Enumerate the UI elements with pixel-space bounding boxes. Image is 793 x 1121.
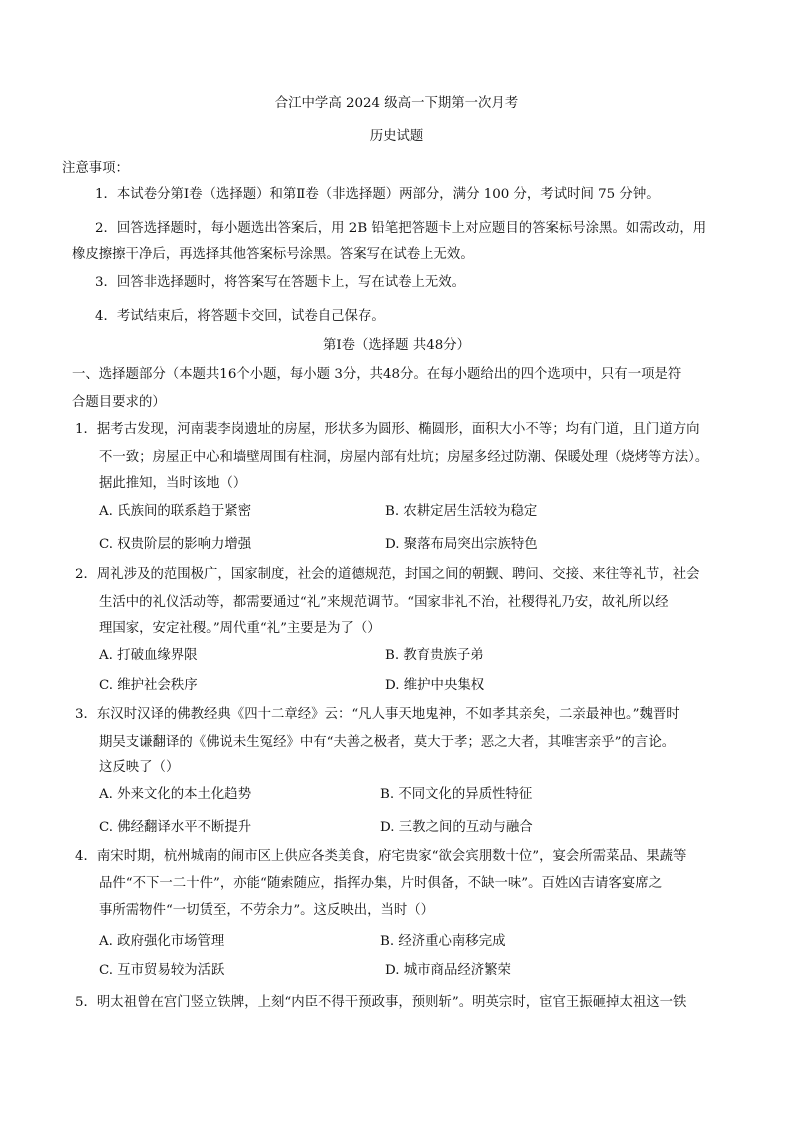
question-2-option-b: B. 教育贵族子弟: [385, 648, 484, 663]
question-1-option-a: A. 氏族间的联系趋于紧密: [99, 504, 252, 519]
question-1-stem-line: 不一致；房屋正中心和墙壁周围有柱洞，房屋内部有灶坑；房屋多经过防潮、保暖处理（烧烤等方法）。: [99, 450, 709, 465]
question-3-option-c: C. 佛经翻译水平不断提升: [99, 820, 252, 835]
note-item-continued: 橡皮擦擦干净后，再选择其他答案标号涂黑。答案写在试卷上无效。: [72, 247, 474, 262]
question-4-stem: 4．南宋时期，杭州城南的闹市区上供应各类美食，府宅贵家“欲会宾朋数十位”，宴会所需菜品、果蔬等: [75, 849, 687, 864]
notes-heading: 注意事项：: [62, 161, 129, 176]
question-1-option-d: D. 聚落布局突出宗族特色: [385, 537, 538, 552]
question-1-stem-line: 据此推知，当时该地（）: [99, 476, 247, 491]
question-4-option-b: B. 经济重心南移完成: [380, 934, 506, 949]
question-3-stem-line: 这反映了（）: [99, 760, 180, 775]
part1-instruction-continued: 合题目要求的）: [72, 395, 166, 410]
question-1-stem: 1．据考古发现，河南裴李岗遗址的房屋，形状多为圆形、椭圆形，面积大小不等；均有门道，且门道方向: [75, 422, 700, 437]
note-item: 2．回答选择题时，每小题选出答案后，用 2B 铅笔把答题卡上对应题目的答案标号涂黑。如需改动，用: [95, 221, 707, 236]
note-item: 4．考试结束后，将答题卡交回，试卷自己保存。: [95, 309, 385, 324]
question-2-option-a: A. 打破血缘界限: [99, 648, 198, 663]
question-2-option-d: D. 维护中央集权: [385, 678, 485, 693]
question-4-stem-line: 事所需物件“一切赁至，不劳余力”。这反映出，当时（）: [99, 903, 435, 918]
exam-title: 合江中学高 2024 级高一下期第一次月考: [274, 96, 519, 111]
exam-subject: 历史试题: [369, 129, 424, 144]
question-1-option-b: B. 农耕定居生活较为稳定: [385, 504, 538, 519]
question-3-option-d: D. 三教之间的互动与融合: [380, 820, 533, 835]
part1-instruction: 一、选择题部分（本题共16个小题，每小题 3分，共48分。在每小题给出的四个选项中，只有一项是符: [72, 367, 682, 382]
question-5-stem: 5．明太祖曾在宫门竖立铁牌，上刻“内臣不得干预政事，预则斩”。明英宗时，宦官王振砸掉太祖这一铁: [75, 995, 687, 1010]
part1-title: 第Ⅰ卷（选择题 共48分）: [322, 338, 471, 353]
question-3-option-a: A. 外来文化的本土化趋势: [99, 787, 252, 802]
question-4-option-d: D. 城市商品经济繁荣: [385, 963, 511, 978]
note-item: 1．本试卷分第Ⅰ卷（选择题）和第Ⅱ卷（非选择题）两部分，满分 100 分，考试时间 75 分钟。: [95, 187, 660, 202]
question-3-option-b: B. 不同文化的异质性特征: [380, 787, 533, 802]
question-4-option-a: A. 政府强化市场管理: [99, 934, 225, 949]
question-2-option-c: C. 维护社会秩序: [99, 678, 198, 693]
question-3-stem-line: 期吴支谦翻译的《佛说未生冤经》中有“夫善之极者，莫大于孝；恶之大者，其唯害亲乎”的言论。: [99, 735, 676, 750]
question-1-option-c: C. 权贵阶层的影响力增强: [99, 537, 252, 552]
question-4-stem-line: 品件“不下一二十件”，亦能“随索随应，指挥办集，片时俱备，不缺一味”。百姓凶吉请客宴席之: [99, 876, 663, 891]
question-4-option-c: C. 互市贸易较为活跃: [99, 963, 225, 978]
question-2-stem-line: 理国家，安定社稷。”周代重“礼”主要是为了（）: [99, 621, 381, 636]
question-2-stem: 2．周礼涉及的范围极广，国家制度，社会的道德规范，封国之间的朝觐、聘问、交接、来往等礼节，社会: [75, 567, 700, 582]
question-3-stem: 3．东汉时汉译的佛教经典《四十二章经》云：“凡人事天地鬼神，不如孝其亲矣，二亲最神也。”魏晋时: [75, 707, 680, 722]
note-item: 3．回答非选择题时，将答案写在答题卡上，写在试卷上无效。: [95, 275, 466, 290]
question-2-stem-line: 生活中的礼仪活动等，都需要通过“礼”来规范调节。“国家非礼不治，社稷得礼乃安，故礼所以经: [99, 595, 669, 610]
